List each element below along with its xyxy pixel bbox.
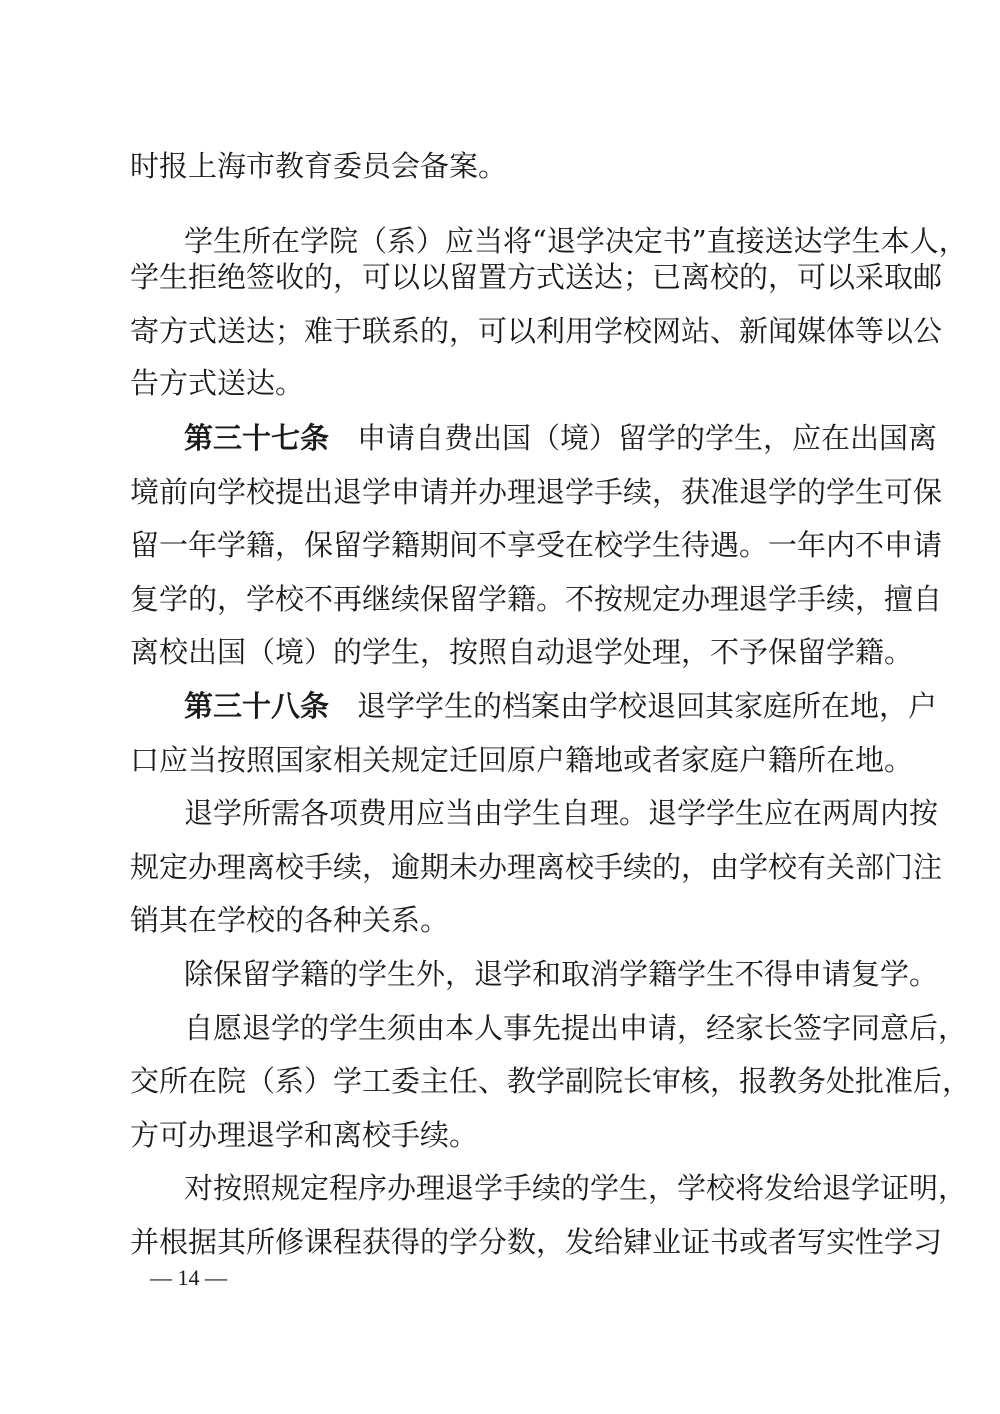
text-line: 退学所需各项费用应当由学生自理。退学学生应在两周内按 [184,796,939,830]
text-line: 自愿退学的学生须由本人事先提出申请，经家长签字同意后， [184,1011,968,1045]
article-38-first-line [184,688,938,724]
text-line: 方可办理退学和离校手续。 [130,1118,479,1152]
article-38-label: 第三十八条 [184,689,330,723]
text-line: 告方式送达。 [130,366,305,400]
text-line: 离校出国（境）的学生，按照自动退学处理，不予保留学籍。 [130,635,914,669]
text-line: 对按照规定程序办理退学手续的学生，学校将发给退学证明， [184,1171,968,1205]
text-line: 时报上海市教育委员会备案。 [130,149,508,183]
text-line: 复学的，学校不再继续保留学籍。不按规定办理退学手续，擅自 [130,582,943,616]
page-number: — 14 — [150,1265,227,1290]
article-37-text: 申请自费出国（境）留学的学生，应在出国离 [357,421,938,455]
article-37-label: 第三十七条 [184,421,330,455]
article-38-text: 退学学生的档案由学校退回其家庭所在地，户 [357,689,938,723]
text-line: 销其在学校的各种关系。 [130,903,450,937]
text-line: 并根据其所修课程获得的学分数，发给肄业证书或者写实性学习 [130,1225,943,1259]
text-line: 除保留学籍的学生外，退学和取消学籍学生不得申请复学。 [184,957,939,991]
article-37-first-line [184,420,938,456]
text-line: 学生拒绝签收的，可以以留置方式送达；已离校的，可以采取邮 [130,260,943,294]
text-line: 境前向学校提出退学申请并办理退学手续，获准退学的学生可保 [130,475,943,509]
text-line: 留一年学籍，保留学籍期间不享受在校学生待遇。一年内不申请 [130,528,943,562]
text-line: 学生所在学院（系）应当将“退学决定书”直接送达学生本人， [184,224,968,258]
text-line: 规定办理离校手续，逾期未办理离校手续的，由学校有关部门注 [130,850,943,884]
text-line: 交所在院（系）学工委主任、教学副院长审核，报教务处批准后， [130,1064,972,1098]
text-line: 口应当按照国家相关规定迁回原户籍地或者家庭户籍所在地。 [130,743,914,777]
text-line: 寄方式送达；难于联系的，可以利用学校网站、新闻媒体等以公 [130,314,943,348]
